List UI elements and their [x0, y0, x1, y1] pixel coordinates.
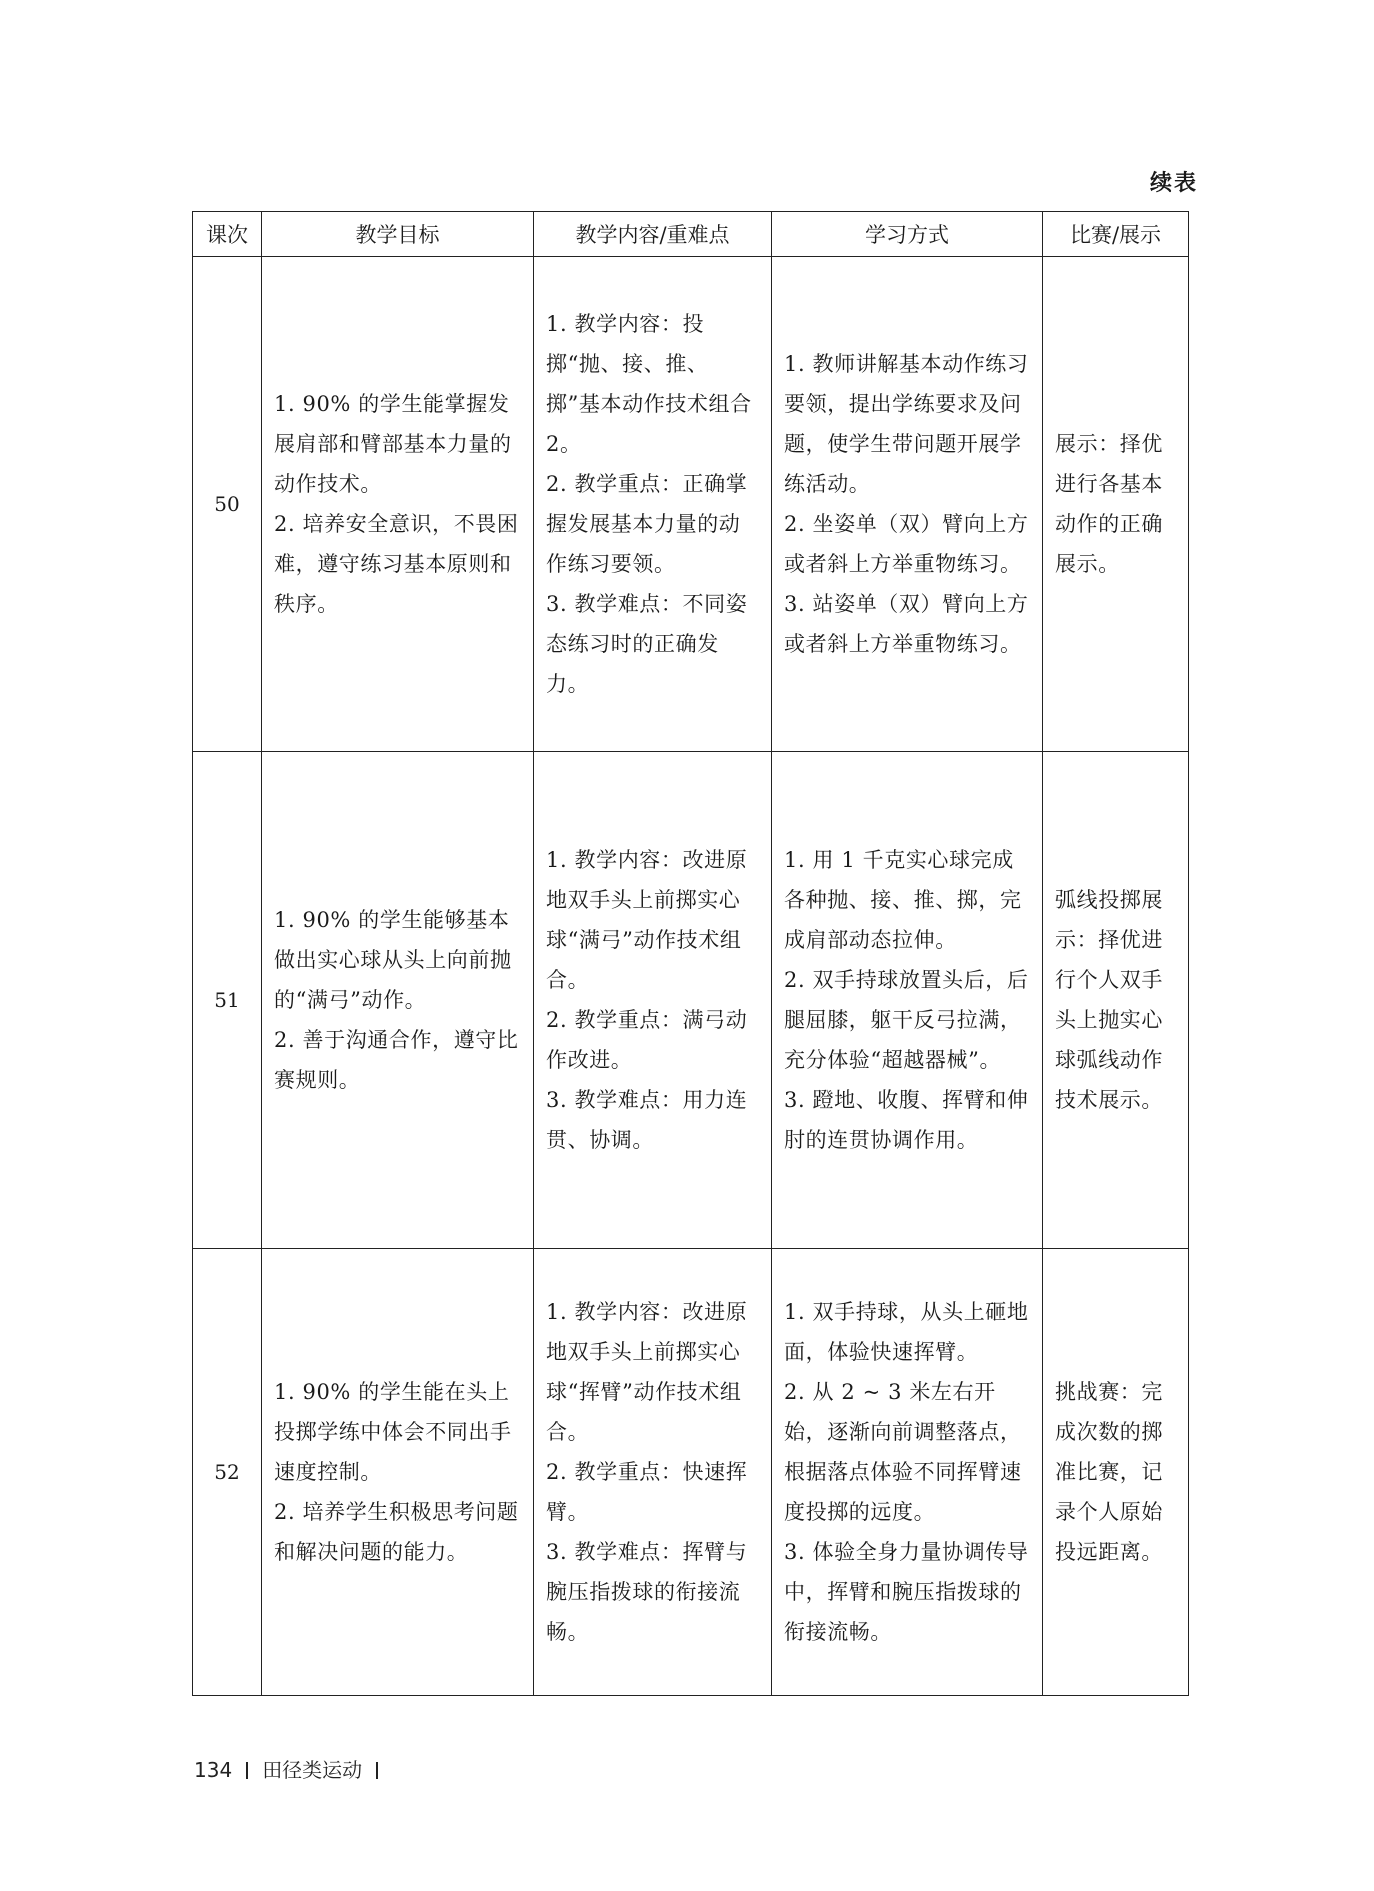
- method-item: 2. 坐姿单（双）臂向上方或者斜上方举重物练习。: [784, 512, 1029, 576]
- content-item: 1. 教学内容：投掷“抛、接、推、掷”基本动作技术组合 2。: [546, 312, 752, 456]
- showcase-cell: [1043, 752, 1189, 1249]
- method-item: 3. 蹬地、收腹、挥臂和伸肘的连贯协调作用。: [784, 1088, 1029, 1152]
- continued-label: 续表: [1149, 171, 1198, 196]
- learning-methods-cell: [772, 752, 1043, 1249]
- table-row: [193, 752, 1189, 1249]
- footer-separator: [376, 1762, 378, 1779]
- header-goals: 教学目标: [262, 212, 534, 257]
- content-item: 1. 教学内容：改进原地双手头上前掷实心球“满弓”动作技术组合。: [546, 848, 748, 992]
- teaching-goals-cell: [262, 1249, 534, 1696]
- learning-methods-cell: [772, 257, 1043, 752]
- showcase-cell: [1043, 1249, 1189, 1696]
- goal-item: 2. 培养学生积极思考问题和解决问题的能力。: [274, 1500, 519, 1564]
- teaching-goals-cell: [262, 257, 534, 752]
- showcase-item: 展示：择优进行各基本动作的正确展示。: [1055, 432, 1163, 576]
- lesson-plan-table: [192, 211, 1189, 1696]
- goal-item: 1. 90% 的学生能够基本做出实心球从头上向前抛的“满弓”动作。: [274, 908, 512, 1012]
- goal-item: 2. 培养安全意识，不畏困难，遵守练习基本原则和秩序。: [274, 512, 519, 616]
- method-item: 1. 用 1 千克实心球完成各种抛、接、推、掷，完成肩部动态拉伸。: [784, 848, 1022, 952]
- header-content: 教学内容/重难点: [534, 212, 772, 257]
- lesson-number: 51: [193, 752, 262, 1249]
- goal-item: 1. 90% 的学生能掌握发展肩部和臂部基本力量的动作技术。: [274, 392, 512, 496]
- method-item: 2. 双手持球放置头后，后腿屈膝，躯干反弓拉满，充分体验“超越器械”。: [784, 968, 1029, 1072]
- content-item: 2. 教学重点：快速挥臂。: [546, 1460, 748, 1524]
- table-row: [193, 1249, 1189, 1696]
- content-item: 3. 教学难点：用力连贯、协调。: [546, 1088, 748, 1152]
- showcase-item: 挑战赛：完成次数的掷准比赛，记录个人原始投远距离。: [1055, 1380, 1163, 1564]
- page-footer: [194, 1754, 392, 1783]
- method-item: 3. 体验全身力量协调传导中，挥臂和腕压指拨球的衔接流畅。: [784, 1540, 1029, 1644]
- teaching-goals-cell: [262, 752, 534, 1249]
- showcase-item: 弧线投掷展示：择优进行个人双手头上抛实心球弧线动作技术展示。: [1055, 888, 1163, 1112]
- method-item: 3. 站姿单（双）臂向上方或者斜上方举重物练习。: [784, 592, 1029, 656]
- teaching-content-cell: [534, 1249, 772, 1696]
- showcase-cell: [1043, 257, 1189, 752]
- content-item: 3. 教学难点：不同姿态练习时的正确发力。: [546, 592, 748, 696]
- content-item: 3. 教学难点：挥臂与腕压指拨球的衔接流畅。: [546, 1540, 748, 1644]
- teaching-content-cell: [534, 257, 772, 752]
- header-lesson: 课次: [193, 212, 262, 257]
- book-section-title: 田径类运动: [262, 1758, 363, 1782]
- lesson-number: 52: [193, 1249, 262, 1696]
- lesson-number: 50: [193, 257, 262, 752]
- teaching-content-cell: [534, 752, 772, 1249]
- method-item: 1. 教师讲解基本动作练习要领，提出学练要求及问题，使学生带问题开展学练活动。: [784, 352, 1029, 496]
- method-item: 2. 从 2 ~ 3 米左右开始，逐渐向前调整落点，根据落点体验不同挥臂速度投掷的远度。: [784, 1380, 1022, 1524]
- header-showcase: 比赛/展示: [1043, 212, 1189, 257]
- header-methods: 学习方式: [772, 212, 1043, 257]
- table-row: [193, 257, 1189, 752]
- page-number: 134: [194, 1758, 233, 1782]
- table-header-row: [193, 212, 1189, 257]
- content-item: 1. 教学内容：改进原地双手头上前掷实心球“挥臂”动作技术组合。: [546, 1300, 748, 1444]
- footer-separator: [246, 1762, 248, 1779]
- learning-methods-cell: [772, 1249, 1043, 1696]
- content-item: 2. 教学重点：满弓动作改进。: [546, 1008, 748, 1072]
- method-item: 1. 双手持球，从头上砸地面，体验快速挥臂。: [784, 1300, 1029, 1364]
- content-item: 2. 教学重点：正确掌握发展基本力量的动作练习要领。: [546, 472, 748, 576]
- goal-item: 2. 善于沟通合作，遵守比赛规则。: [274, 1028, 519, 1092]
- goal-item: 1. 90% 的学生能在头上投掷学练中体会不同出手速度控制。: [274, 1380, 512, 1484]
